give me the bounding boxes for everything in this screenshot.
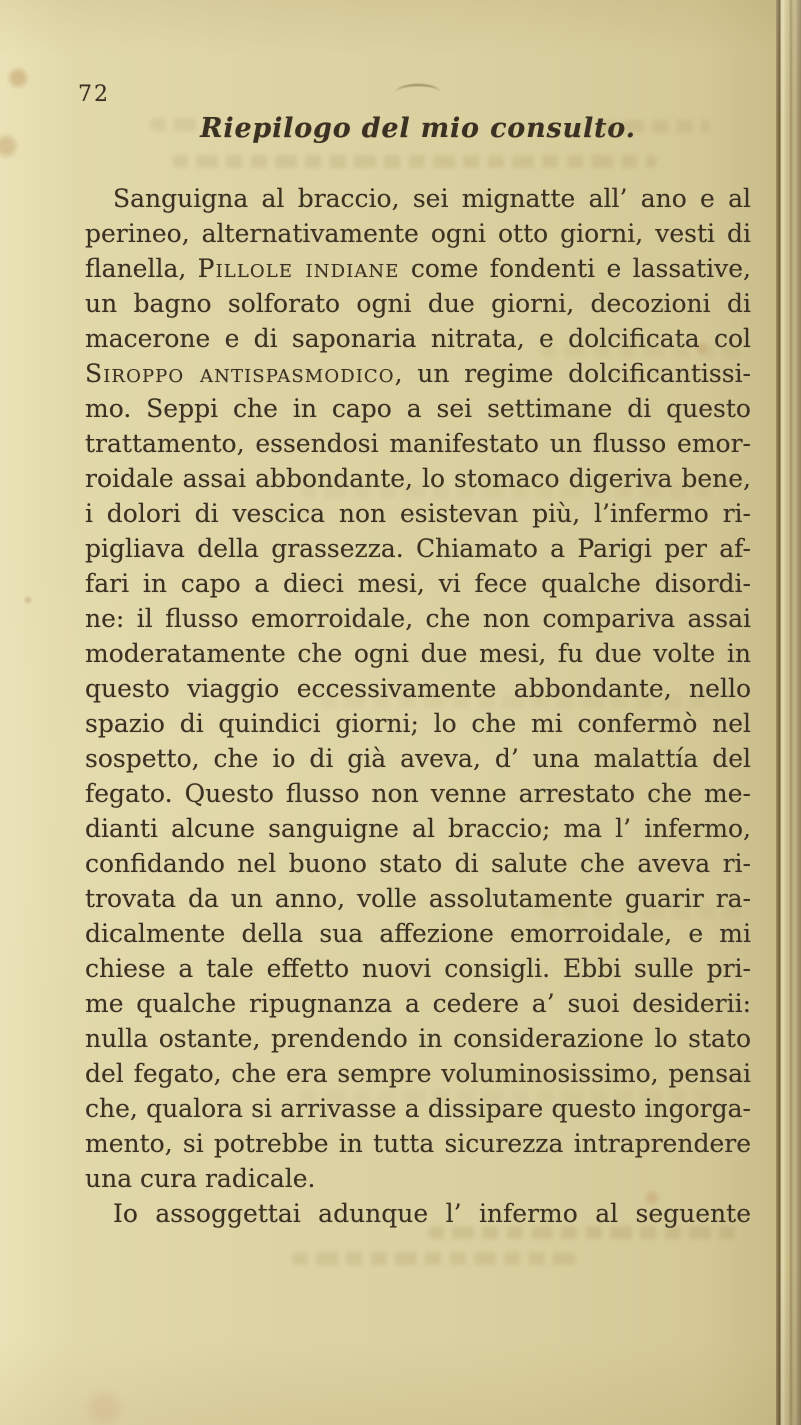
text-segment: mo. Seppi che in capo a sei settimane di questo [85, 394, 751, 423]
text-segment: dicalmente della sua affezione emorroidale, e mi [85, 919, 751, 948]
text-line [85, 811, 751, 846]
text-segment: trovata da un anno, volle assolutamente guarir ra- [85, 884, 751, 913]
text-segment: dianti alcune sanguigne al braccio; ma l’ infermo, [85, 814, 751, 843]
text-segment: Sanguigna al braccio, sei mignatte all’ ano e al [113, 184, 751, 213]
text-line [85, 881, 751, 916]
text-line [85, 356, 751, 391]
text-line [85, 671, 751, 706]
text-line [85, 951, 751, 986]
text-segment: roidale assai abbondante, lo stomaco digeriva bene, [85, 464, 751, 493]
text-line [85, 1021, 751, 1056]
text-line [85, 636, 751, 671]
text-segment: sospetto, che io di già aveva, d’ una malattía del [85, 744, 751, 773]
text-segment: Io assoggettai adunque l’ infermo al seguente [113, 1199, 751, 1228]
text-segment: nulla ostante, prendendo in considerazione lo stato [85, 1024, 751, 1053]
page-title: Riepilogo del mio consulto. [200, 113, 636, 144]
text-segment: flanella, [85, 254, 198, 283]
text-segment: come fondenti e lassative, [399, 254, 751, 283]
text-line [85, 986, 751, 1021]
text-segment: spazio di quindici giorni; lo che mi confermò nel [85, 709, 751, 738]
text-segment: del fegato, che era sempre voluminosissimo, pensai [85, 1059, 751, 1088]
text-line [85, 1196, 751, 1231]
text-line [85, 531, 751, 566]
text-line [85, 741, 751, 776]
text-segment: che, qualora si arrivasse a dissipare questo ingorga- [85, 1094, 751, 1123]
text-segment: un bagno solforato ogni due giorni, decozioni di [85, 289, 751, 318]
small-caps-text: Siroppo antispasmodico [85, 359, 395, 388]
text-segment: mento, si potrebbe in tutta sicurezza intraprendere [85, 1129, 751, 1158]
body-text [85, 181, 751, 1231]
page-number: 72 [78, 82, 110, 107]
text-line [85, 706, 751, 741]
text-segment: i dolori di vescica non esistevan più, l’infermo ri- [85, 499, 751, 528]
text-segment: perineo, alternativamente ogni otto giorni, vesti di [85, 219, 751, 248]
text-line [85, 391, 751, 426]
text-segment: moderatamente che ogni due mesi, fu due volte in [85, 639, 751, 668]
text-segment: me qualche ripugnanza a cedere a’ suoi desiderii: [85, 989, 751, 1018]
text-line [85, 1091, 751, 1126]
text-segment: confidando nel buono stato di salute che aveva ri- [85, 849, 751, 878]
text-line [85, 1056, 751, 1091]
text-segment: ne: il flusso emorroidale, che non compariva assai [85, 604, 751, 633]
text-segment: fari in capo a dieci mesi, vi fece qualche disordi- [85, 569, 751, 598]
text-segment: , un regime dolcificantissi- [394, 359, 752, 388]
small-caps-text: Pillole indiane [197, 254, 400, 283]
text-line [85, 321, 751, 356]
text-line [85, 846, 751, 881]
text-line [85, 566, 751, 601]
text-line [85, 251, 751, 286]
text-line [85, 181, 751, 216]
text-line [85, 601, 751, 636]
text-line [85, 1161, 751, 1196]
text-segment: macerone e di saponaria nitrata, e dolcificata col [85, 324, 751, 353]
text-line [85, 496, 751, 531]
text-segment: pigliava della grassezza. Chiamato a Parigi per af- [85, 534, 751, 563]
text-segment: fegato. Questo flusso non venne arrestato che me- [85, 779, 751, 808]
text-segment: questo viaggio eccessivamente abbondante, nello [85, 674, 751, 703]
text-line [85, 916, 751, 951]
show-through-smudge [172, 155, 657, 168]
text-line [85, 461, 751, 496]
text-segment: chiese a tale effetto nuovi consigli. Ebbi sulle pri- [85, 954, 751, 983]
text-segment: trattamento, essendosi manifestato un flusso emor- [85, 429, 751, 458]
ink-mark [396, 84, 440, 92]
show-through-smudge [292, 1252, 577, 1265]
text-line [85, 776, 751, 811]
text-line [85, 216, 751, 251]
text-segment: una cura radicale. [85, 1164, 316, 1193]
text-line [85, 286, 751, 321]
text-line [85, 1126, 751, 1161]
text-line [85, 426, 751, 461]
